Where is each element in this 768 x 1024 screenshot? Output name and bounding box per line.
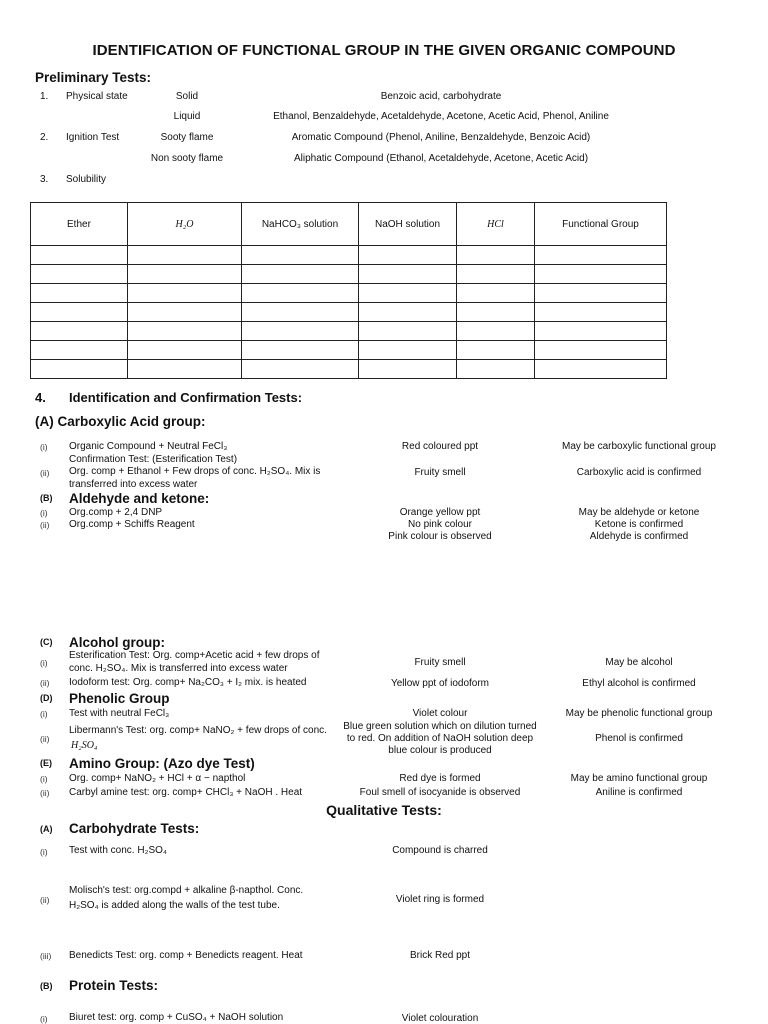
amino-heading: Amino Group: (Azo dye Test) xyxy=(69,756,255,771)
observation: Red coloured ppt xyxy=(401,441,479,452)
inference: Aniline is confirmed xyxy=(595,787,683,798)
item-number: (i) xyxy=(40,847,48,857)
page-title: IDENTIFICATION OF FUNCTIONAL GROUP IN THE GIVEN ORGANIC COMPOUND xyxy=(92,42,676,59)
observation: blue colour is produced xyxy=(388,745,492,756)
item-number: (i) xyxy=(40,442,48,452)
test-procedure: Iodoform test: Org. comp+ Na₂CO₃ + I₂ mix. is heated xyxy=(69,677,307,688)
section-letter: (A) xyxy=(40,824,53,834)
row-number: 3. xyxy=(40,174,49,185)
table-row xyxy=(31,246,667,265)
table-row xyxy=(31,360,667,379)
observation: Violet colour xyxy=(412,708,468,719)
observation: Pink colour is observed xyxy=(388,531,492,542)
row-number: 1. xyxy=(40,91,49,102)
preliminary-heading: Preliminary Tests: xyxy=(35,70,152,85)
inference: Carboxylic acid is confirmed xyxy=(576,467,702,478)
test-procedure: Org.comp + 2,4 DNP xyxy=(69,507,163,518)
test-procedure: Benedicts Test: org. comp + Benedicts reagent. Heat xyxy=(69,950,303,961)
test-procedure: Organic Compound + Neutral FeCl₃ xyxy=(69,441,228,452)
test-procedure: Test with conc. H₂SO₄ xyxy=(69,845,167,856)
test-procedure: H₂SO₄ is added along the walls of the test tube. xyxy=(69,900,280,911)
alcohol-heading: Alcohol group: xyxy=(69,635,165,650)
test-condition: Liquid xyxy=(173,111,201,122)
observation: Fruity smell xyxy=(414,657,466,668)
column-header: Functional Group xyxy=(562,218,639,230)
observation: No pink colour xyxy=(408,519,472,530)
test-procedure: transferred into excess water xyxy=(69,479,198,490)
section-letter: (B) xyxy=(40,981,53,991)
test-result: Aliphatic Compound (Ethanol, Acetaldehyde, Acetone, Acetic Acid) xyxy=(293,153,589,164)
item-number: (i) xyxy=(40,709,48,719)
observation: Brick Red ppt xyxy=(409,950,471,961)
table-header-row xyxy=(31,203,667,246)
table-row xyxy=(31,303,667,322)
test-condition: Non sooty flame xyxy=(150,153,224,164)
test-result: Ethanol, Benzaldehyde, Acetaldehyde, Acetone, Acetic Acid, Phenol, Aniline xyxy=(273,111,609,122)
inference: May be amino functional group xyxy=(570,773,708,784)
column-header: NaHCO₃ solution xyxy=(261,218,339,230)
observation: Orange yellow ppt xyxy=(399,507,481,518)
observation: Red dye is formed xyxy=(399,773,481,784)
inference: May be carboxylic functional group xyxy=(562,441,716,452)
observation: to red. On addition of NaOH solution deep xyxy=(346,733,534,744)
observation: Yellow ppt of iodoform xyxy=(390,678,490,689)
protein-heading: Protein Tests: xyxy=(69,978,159,993)
section-number: 4. xyxy=(35,390,46,405)
test-procedure: Test with neutral FeCl₃ xyxy=(69,708,170,719)
item-number: (ii) xyxy=(40,520,50,530)
solubility-table xyxy=(30,202,667,379)
section-letter: (E) xyxy=(40,758,52,768)
carboxylic-heading: (A) Carboxylic Acid group: xyxy=(35,414,206,429)
item-number: (i) xyxy=(40,774,48,784)
test-procedure: Carbyl amine test: org. comp+ CHCl₃ + NaOH . Heat xyxy=(69,787,303,798)
inference: May be aldehyde or ketone xyxy=(578,507,700,518)
inference: May be alcohol xyxy=(605,657,673,668)
test-result: Benzoic acid, carbohydrate xyxy=(380,91,502,102)
observation: Foul smell of isocyanide is observed xyxy=(359,787,521,798)
table-row xyxy=(31,284,667,303)
inference: Phenol is confirmed xyxy=(595,733,683,744)
section-heading: Identification and Confirmation Tests: xyxy=(69,390,303,405)
test-condition: Sooty flame xyxy=(160,132,214,143)
test-label: Solubility xyxy=(66,174,107,185)
test-procedure: Org.comp + Schiffs Reagent xyxy=(69,519,195,530)
test-procedure: H₂SO₄ xyxy=(71,740,98,751)
test-procedure: Esterification Test: Org. comp+Acetic acid + few drops of xyxy=(69,650,320,661)
observation: Violet ring is formed xyxy=(395,894,485,905)
item-number: (ii) xyxy=(40,895,50,905)
observation: Violet colouration xyxy=(401,1013,479,1024)
table-row xyxy=(31,265,667,284)
column-header: HCl xyxy=(487,218,504,230)
test-procedure: Molisch's test: org.compd + alkaline β-napthol. Conc. xyxy=(69,885,304,896)
item-number: (ii) xyxy=(40,734,50,744)
item-number: (ii) xyxy=(40,678,50,688)
observation: Blue green solution which on dilution turned xyxy=(343,721,537,732)
item-number: (ii) xyxy=(40,468,50,478)
carbohydrate-heading: Carbohydrate Tests: xyxy=(69,821,200,836)
item-number: (iii) xyxy=(40,951,52,961)
column-header: H₂O xyxy=(175,218,194,230)
inference: Ketone is confirmed xyxy=(594,519,684,530)
test-result: Aromatic Compound (Phenol, Aniline, Benzaldehyde, Benzoic Acid) xyxy=(291,132,591,143)
item-number: (ii) xyxy=(40,788,50,798)
row-number: 2. xyxy=(40,132,49,143)
inference: May be phenolic functional group xyxy=(565,708,713,719)
test-condition: Solid xyxy=(175,91,199,102)
item-number: (i) xyxy=(40,658,48,668)
section-letter: (D) xyxy=(40,693,53,703)
test-procedure: Org. comp+ NaNO₂ + HCl + α − napthol xyxy=(69,773,246,784)
phenolic-heading: Phenolic Group xyxy=(69,691,170,706)
inference: Ethyl alcohol is confirmed xyxy=(582,678,696,689)
table-row xyxy=(31,341,667,360)
section-letter: (B) xyxy=(40,493,53,503)
aldehyde-heading: Aldehyde and ketone: xyxy=(69,491,210,506)
test-procedure: Biuret test: org. comp + CuSO₄ + NaOH solution xyxy=(69,1012,284,1023)
item-number: (i) xyxy=(40,1014,48,1024)
test-procedure: Libermann's Test: org. comp+ NaNO₂ + few drops of conc. xyxy=(69,725,327,736)
column-header: Ether xyxy=(67,218,91,230)
test-label: Ignition Test xyxy=(66,132,120,143)
test-procedure: conc. H₂SO₄. Mix is transferred into excess water xyxy=(69,663,288,674)
test-label: Physical state xyxy=(66,91,128,102)
test-procedure: Confirmation Test: (Esterification Test) xyxy=(69,454,238,465)
column-header: NaOH solution xyxy=(374,218,441,230)
section-letter: (C) xyxy=(40,637,53,647)
observation: Fruity smell xyxy=(414,467,466,478)
qualitative-heading: Qualitative Tests: xyxy=(326,802,442,818)
observation: Compound is charred xyxy=(392,845,488,856)
test-procedure: Org. comp + Ethanol + Few drops of conc. H₂SO₄. Mix is xyxy=(69,466,321,477)
item-number: (i) xyxy=(40,508,48,518)
inference: Aldehyde is confirmed xyxy=(589,531,689,542)
table-row xyxy=(31,322,667,341)
